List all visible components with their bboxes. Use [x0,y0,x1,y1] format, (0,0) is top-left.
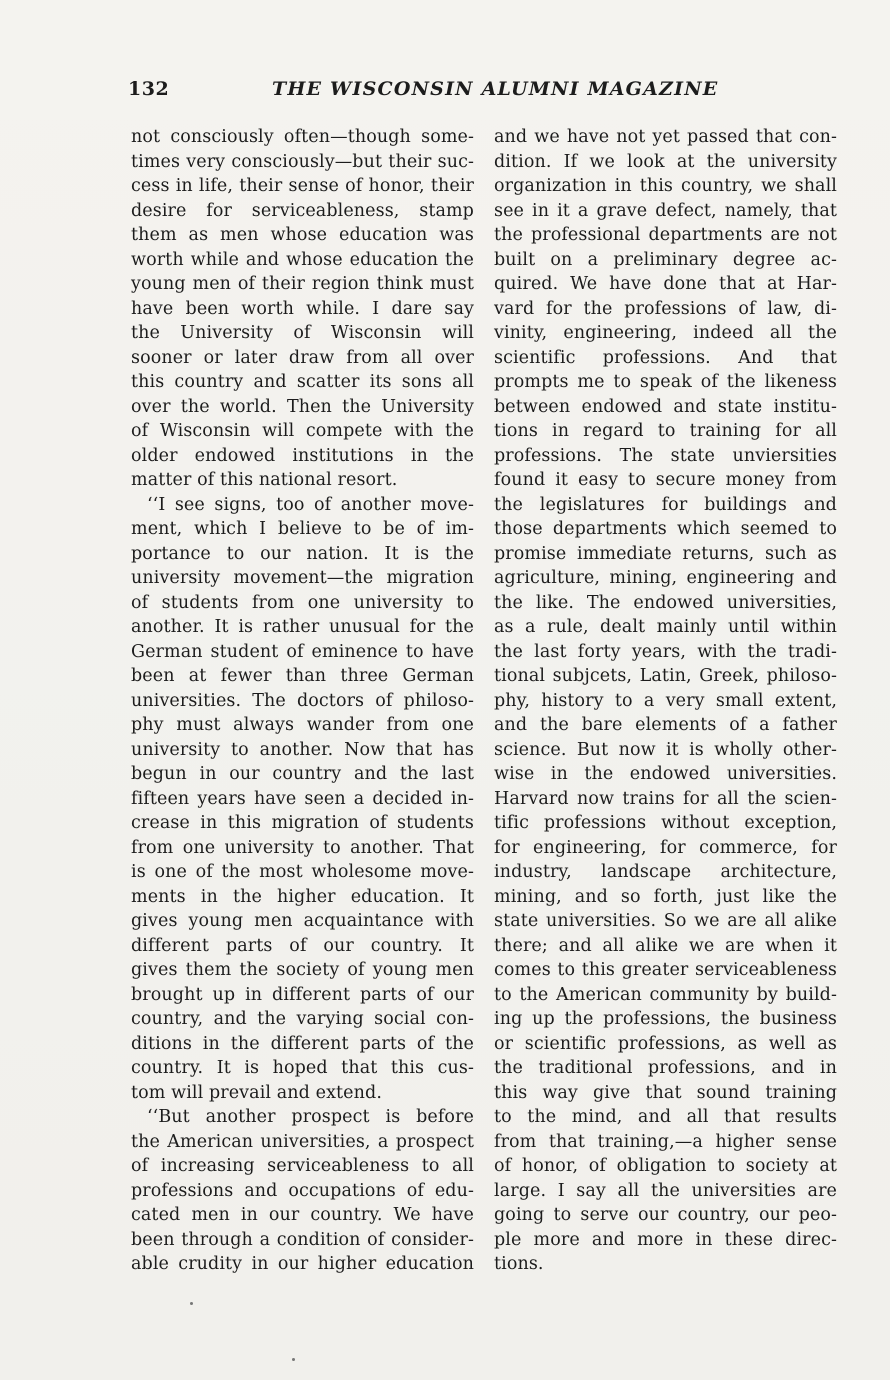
text-line: of Wisconsin will compete with the [131,421,474,441]
text-line: have been worth while. I dare say [131,298,474,319]
text-line: cated men in our country. We have [131,1205,474,1225]
text-line: times very consciously—but their suc- [131,151,474,172]
text-line: cess in life, their sense of honor, their [131,176,474,196]
text-line: them as men whose education was [131,225,474,245]
text-line: ments in the higher education. It [131,886,474,907]
text-line: German student of eminence to have [131,641,474,662]
paper-speck [292,1358,295,1361]
text-line: brought up in different parts of our [131,984,474,1005]
text-line: the traditional professions, and in [494,1058,837,1078]
text-line: the last forty years, with the tradi- [494,641,837,662]
text-line: ple more and more in these direc- [494,1229,837,1250]
text-line: the professional departments are not [494,225,837,245]
left-text-column [131,125,474,1277]
text-line: this way give that sound training [494,1082,837,1103]
text-line: to the mind, and all that results [494,1107,837,1127]
page-header [128,78,842,108]
text-line: tom will prevail and extend. [131,1082,382,1103]
text-line: not consciously often—though some- [131,127,474,147]
text-line: mining, and so forth, just like the [494,886,837,907]
text-line: gives young men acquaintance with [131,911,474,931]
text-line: ing up the professions, the business [494,1009,837,1029]
text-line: phy must always wander from one [131,715,474,735]
text-line: fifteen years have seen a decided in- [131,788,474,809]
text-line: science. But now it is wholly other- [494,739,837,760]
text-line: as a rule, dealt mainly until within [494,617,837,637]
text-line: Harvard now trains for all the scien- [494,788,837,809]
text-line: those departments which seemed to [494,519,837,539]
text-line: ment, which I believe to be of im- [131,519,474,539]
text-line: ‘‘I see signs, too of another move- [147,494,474,515]
text-line: of increasing serviceableness to all [131,1156,474,1176]
text-line: able crudity in our higher education [131,1254,474,1274]
text-line: dition. If we look at the university [494,151,837,172]
text-line: university movement—the migration [131,568,474,588]
text-line: vard for the professions of law, di- [494,298,837,319]
text-line: tional subjcets, Latin, Greek, philoso- [494,666,837,686]
text-line: vinity, engineering, indeed all the [494,323,837,343]
text-line: young men of their region think must [131,274,474,294]
text-line: universities. The doctors of philoso- [131,690,474,711]
text-line: the like. The endowed universities, [494,592,837,613]
text-line: sooner or later draw from all over [131,347,474,368]
text-line: from one university to another. That [131,837,474,858]
text-line: been through a condition of consider- [131,1229,474,1250]
text-line: older endowed institutions in the [131,445,474,466]
text-line: industry, landscape architecture, [494,862,837,882]
text-line: portance to our nation. It is the [131,543,474,564]
text-line: been at fewer than three German [131,666,474,686]
text-line: ‘‘But another prospect is before [147,1107,474,1127]
text-line: large. I say all the universities are [494,1180,837,1201]
text-line: the American universities, a prospect [131,1131,474,1152]
text-line: desire for serviceableness, stamp [131,200,474,221]
text-line: going to serve our country, our peo- [494,1205,837,1225]
text-line: professions. The state unviersities [494,445,837,466]
text-line: to the American community by build- [494,984,837,1005]
text-line: ditions in the different parts of the [131,1033,474,1054]
text-line: phy, history to a very small extent, [494,690,837,711]
text-line: the University of Wisconsin will [131,323,474,343]
text-line: and the bare elements of a father [494,715,837,735]
text-line: for engineering, for commerce, for [494,837,837,858]
text-line: professions and occupations of edu- [131,1180,474,1201]
text-line: over the world. Then the University [131,396,474,417]
text-line: worth while and whose education the [131,249,474,270]
text-line: gives them the society of young men [131,960,474,980]
text-line: scientific professions. And that [494,347,837,368]
text-line: there; and all alike we are when it [494,935,837,956]
text-line: crease in this migration of students [131,813,474,833]
text-line: another. It is rather unusual for the [131,617,474,637]
text-line: and we have not yet passed that con- [494,127,837,147]
text-line: quired. We have done that at Har- [494,274,837,294]
right-text-column [494,125,837,1277]
text-line: this country and scatter its sons all [131,372,474,392]
text-line: of students from one university to [131,592,474,613]
text-line: built on a preliminary degree ac- [494,249,837,270]
text-line: comes to this greater serviceableness [494,960,837,980]
text-line: of honor, of obligation to society at [494,1156,837,1176]
text-line: country, and the varying social con- [131,1009,474,1029]
text-line: agriculture, mining, engineering and [494,568,837,588]
text-line: prompts me to speak of the likeness [494,372,837,392]
text-line: or scientific professions, as well as [494,1033,837,1054]
text-line: see in it a grave defect, namely, that [494,200,837,221]
text-line: from that training,—a higher sense [494,1131,837,1152]
text-line: tific professions without exception, [494,813,837,833]
text-line: university to another. Now that has [131,739,474,760]
text-line: different parts of our country. It [131,935,474,956]
text-line: tions. [494,1254,544,1274]
text-line: tions in regard to training for all [494,421,837,441]
text-line: between endowed and state institu- [494,396,837,417]
page-number: 132 [128,78,170,100]
paper-speck [190,1302,193,1305]
text-line: organization in this country, we shall [494,176,837,196]
text-line: country. It is hoped that this cus- [131,1058,474,1078]
text-line: is one of the most wholesome move- [131,862,474,882]
text-line: the legislatures for buildings and [494,494,837,515]
text-line: begun in our country and the last [131,764,474,784]
text-line: wise in the endowed universities. [494,764,837,784]
text-line: matter of this national resort. [131,470,398,490]
text-line: found it easy to secure money from [494,470,837,490]
text-line: promise immediate returns, such as [494,543,837,564]
text-line: state universities. So we are all alike [494,911,837,931]
running-title: THE WISCONSIN ALUMNI MAGAZINE [272,78,719,100]
